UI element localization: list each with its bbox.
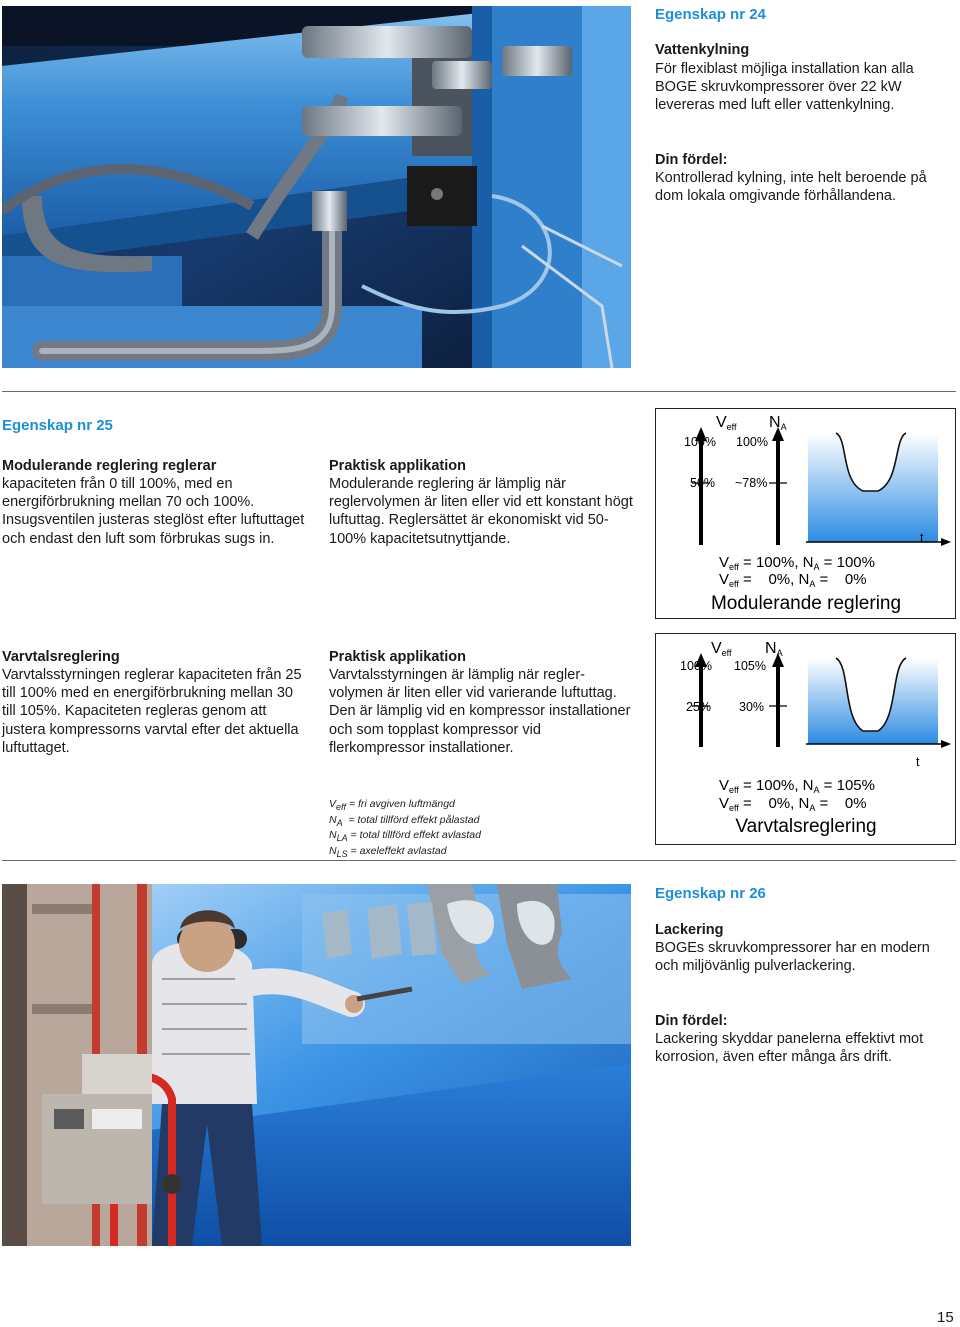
legend-veff: $V_{eff}$ = fri avgiven luftmängd bbox=[329, 798, 455, 813]
feature26-advantage-title: Din fördel: bbox=[655, 1013, 728, 1029]
feature24-advantage-title: Din fördel: bbox=[655, 152, 728, 168]
chart2-na-label: NA bbox=[765, 640, 783, 658]
chart1-veff-min: 50% bbox=[690, 476, 716, 490]
chart1-area bbox=[808, 433, 938, 542]
feature24-heading: Egenskap nr 24 bbox=[655, 6, 766, 23]
chart2-na-min: 30% bbox=[739, 700, 765, 714]
chart1-caption-line1: $V_{eff} = 100\%$, $N_A = 100\%$ bbox=[719, 554, 875, 572]
feature26-subtitle: Lackering bbox=[655, 922, 724, 938]
modulating-body: kapaciteten från 0 till 100%, med en energiförbrukning mellan 70 och 100%. Insugsventilen justeras steglöst efter luftuttaget och endast den luft som förbrukas sugs in. bbox=[2, 476, 305, 547]
legend-na: $N_A$ = total tillförd effekt pålastad bbox=[329, 813, 480, 828]
practical1-title: Praktisk applikation bbox=[329, 458, 466, 474]
chart2-veff-label: Veff bbox=[711, 640, 732, 658]
speed-chart-svg bbox=[656, 634, 957, 846]
chart2-veff-min: 25% bbox=[686, 700, 712, 714]
speed-chart bbox=[655, 633, 956, 845]
legend-nls: $N_{LS}$ = axeleffekt avlastad bbox=[329, 844, 447, 859]
powder-coating-photo bbox=[2, 884, 631, 1246]
feature26-advantage-body: Lackering skyddar panelerna effektivt mot korrosion, även efter många års drift. bbox=[655, 1031, 924, 1066]
practical2-body: Varvtalsstyrningen är lämplig när regler-volymen är liten eller vid varierande luftuttag. Den är lämplig vid en kompressor installationer och som topplast kompressor vid flerkompressor installationer. bbox=[329, 667, 631, 756]
section-divider bbox=[2, 391, 956, 392]
chart1-bar-na bbox=[776, 434, 780, 545]
speed-body: Varvtalsstyrningen reglerar kapaciteten från 25 till 100% med en energiförbrukning mellan 30 till 105%. Kapaciteten regleras genom att justera kompressorns varvtal efter det aktuella luftuttaget. bbox=[2, 667, 302, 756]
chart2-caption-line1: $V_{eff} = 100\%$, $N_A = 105\%$ bbox=[719, 777, 875, 795]
section-divider-2 bbox=[2, 860, 956, 861]
chart2-t-label: t bbox=[916, 755, 920, 769]
modulating-chart-svg bbox=[656, 409, 957, 620]
feature25-heading: Egenskap nr 25 bbox=[2, 417, 113, 434]
symbol-legend bbox=[329, 798, 629, 860]
feature24-body: För flexiblast möjliga installation kan alla BOGE skruvkompressorer över 22 kW levereras med luft eller vattenkylning. bbox=[655, 61, 914, 114]
speed-title: Varvtalsreglering bbox=[2, 649, 120, 665]
chart1-na-max: 100% bbox=[736, 435, 768, 449]
chart1-time-arrow bbox=[941, 538, 951, 546]
chart1-caption-line2: $V_{eff}$ = 0%, $N_A$ = 0% bbox=[719, 571, 867, 589]
feature26-body: BOGEs skruvkompressorer har en modern och miljövänlig pulverlackering. bbox=[655, 940, 930, 975]
feature24-advantage-body: Kontrollerad kylning, inte helt beroende på dom lokala omgivande förhållandena. bbox=[655, 170, 927, 205]
chart2-caption-line2: $V_{eff}$ = 0%, $N_A$ = 0% bbox=[719, 795, 867, 813]
chart1-na-label: NA bbox=[769, 414, 787, 432]
water-cooling-photo bbox=[2, 6, 631, 368]
chart1-t-label: t bbox=[920, 531, 924, 545]
modulating-chart bbox=[655, 408, 956, 619]
page-number: 15 bbox=[937, 1309, 954, 1326]
chart1-na-min: ~78% bbox=[735, 476, 768, 490]
feature24-subtitle: Vattenkylning bbox=[655, 42, 750, 58]
chart1-veff-label: Veff bbox=[716, 414, 737, 432]
chart2-veff-max: 100% bbox=[680, 659, 712, 673]
feature26-heading: Egenskap nr 26 bbox=[655, 885, 766, 902]
chart1-title: Modulerande reglering bbox=[710, 593, 902, 614]
chart2-title: Varvtalsreglering bbox=[735, 816, 877, 837]
chart2-bar-na bbox=[776, 660, 780, 747]
chart2-time-arrow bbox=[941, 740, 951, 748]
chart2-na-max: 105% bbox=[734, 659, 766, 673]
chart1-veff-max: 100% bbox=[684, 435, 716, 449]
practical2-title: Praktisk applikation bbox=[329, 649, 466, 665]
legend-nla: $N_{LA}$ = total tillförd effekt avlastad bbox=[329, 829, 481, 844]
practical1-body: Modulerande reglering är lämplig när reglervolymen är liten eller vid ett konstant högt luftuttag. Reglersättet är ekonomiskt vid 50-100% kapacitetsutnyttjande. bbox=[329, 476, 633, 547]
modulating-title: Modulerande reglering reglerar bbox=[2, 458, 217, 474]
